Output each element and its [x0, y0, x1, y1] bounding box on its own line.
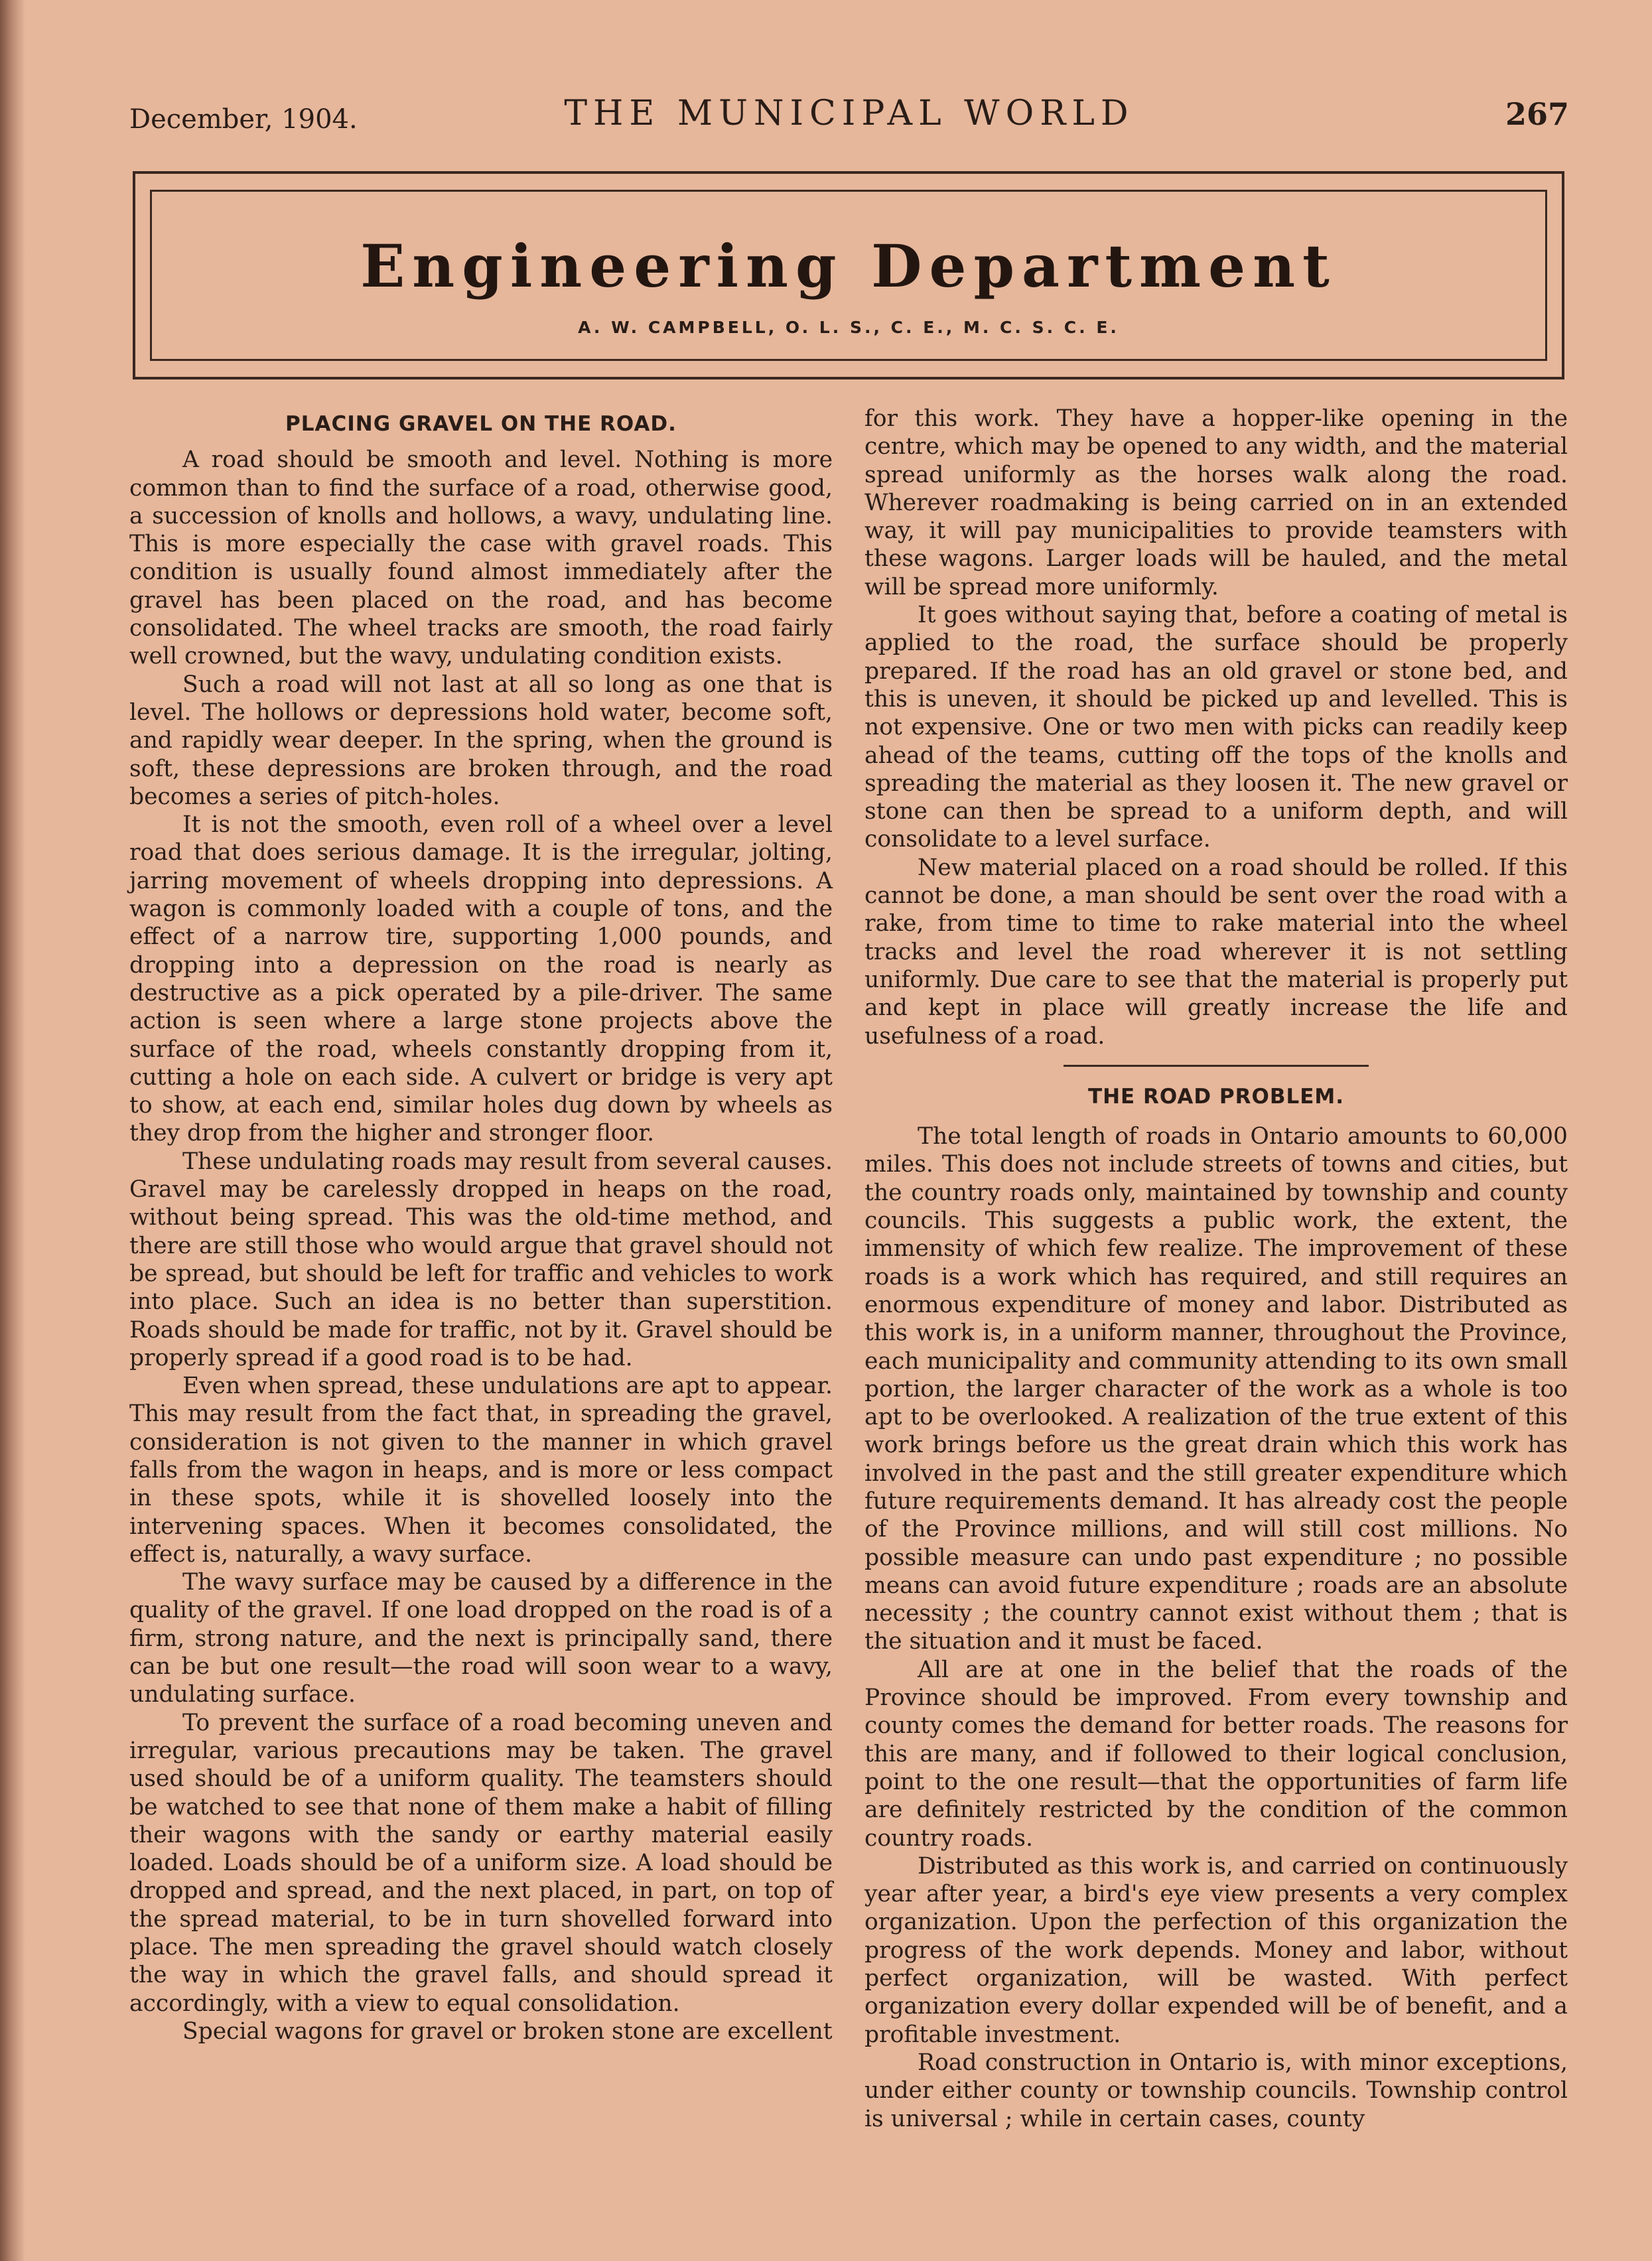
article-paragraph: It goes without saying that, before a coating of metal is applied to the road, the surface should be properly prepared. If the road has an old gravel or stone bed, and this is uneven, it should be picked up and levelled. This is not expensive. One or two men with picks can readily keep ahead of the teams, cutting off the tops of the knolls and spreading the material as they loosen it. The new gravel or stone can then be spread to a uniform depth, and will consolidate to a level surface.: [864, 602, 1568, 853]
article-paragraph: The wavy surface may be caused by a difference in the quality of the gravel. If one load dropped on the road is of a firm, strong nature, and the next is principally sand, there can be but one result—the road will soon wear to a wavy, undulating surface.: [129, 1569, 833, 1708]
department-author: A. W. CAMPBELL, O. L. S., C. E., M. C. S. C. E.: [578, 318, 1119, 337]
section-divider: [1064, 1065, 1369, 1067]
article-paragraph: These undulating roads may result from several causes. Gravel may be carelessly dropped in heaps on the road, without being spread. This was the old-time method, and there are still those who would argue that gravel should not be spread, but should be left for traffic and vehicles to work into place. Such an idea is no better than superstition. Roads should be made for traffic, not by it. Gravel should be properly spread if a good road is to be had.: [129, 1148, 833, 1371]
page-number: 267: [1505, 96, 1569, 132]
article-paragraph: Road construction in Ontario is, with minor exceptions, under either county or township councils. Township control is universal ; while in certain cases, county: [864, 2049, 1568, 2132]
article-paragraph: It is not the smooth, even roll of a wheel over a level road that does serious damage. It is the irregular, jolting, jarring movement of wheels dropping into depressions. A wagon is commonly loaded with a couple of tons, and the effect of a narrow tire, supporting 1,000 pounds, and dropping into a depression on the road is nearly as destructive as a pick operated by a pile-driver. The same action is seen where a large stone projects above the surface of the road, wheels constantly dropping from it, cutting a hole on each side. A culvert or bridge is very apt to show, at each end, similar holes dug down by wheels as they drop from the higher and stronger floor.: [129, 811, 833, 1147]
article-paragraph: The total length of roads in Ontario amounts to 60,000 miles. This does not include streets of towns and cities, but the country roads only, maintained by township and county councils. This suggests a public work, the extent, the immensity of which few realize. The improvement of these roads is a work which has required, and still requires an enormous expenditure of money and labor. Distributed as this work is, in a uniform manner, throughout the Province, each municipality and community attending to its own small portion, the larger character of the work as a whole is too apt to be overlooked. A realization of the true extent of this work brings before us the great drain which this work has involved in the past and the still greater expenditure which future requirements demand. It has already cost the people of the Province millions, and will still cost millions. No possible measure can undo past expenditure ; no possible means can avoid future expenditure ; roads are an absolute necessity ; the country cannot exist without them ; that is the situation and it must be faced.: [864, 1123, 1568, 1655]
article-paragraph: Even when spread, these undulations are apt to appear. This may result from the fact that, in spreading the gravel, consideration is not given to the manner in which gravel falls from the wagon in heaps, and is more or less compact in these spots, while it is shovelled loosely into the intervening spaces. When it becomes consolidated, the effect is, naturally, a wavy surface.: [129, 1373, 833, 1568]
department-title: Engineering Department: [360, 232, 1337, 301]
publication-title: THE MUNICIPAL WORLD: [564, 94, 1135, 133]
page-header: [129, 90, 1569, 136]
article-paragraph: To prevent the surface of a road becoming uneven and irregular, various precautions may be taken. The gravel used should be of a uniform quality. The teamsters should be watched to see that none of them make a habit of filling their wagons with the sandy or earthy material easily loaded. Loads should be of a uniform size. A load should be dropped and spread, and the next placed, in part, on top of the spread material, to be in turn shovelled forward into place. The men spreading the gravel should watch closely the way in which the gravel falls, and should spread it accordingly, with a view to equal consolidation.: [129, 1709, 833, 2017]
article-heading-road-problem: THE ROAD PROBLEM.: [1087, 1084, 1345, 1109]
article-paragraph-continued: for this work. They have a hopper-like opening in the centre, which may be opened to any width, and the material spread uniformly as the horses walk along the road. Wherever roadmaking is being carried on in an extended way, it will pay municipalities to provide teamsters with these wagons. Larger loads will be hauled, and the metal will be spread more uniformly.: [864, 405, 1568, 600]
department-banner-inner-frame: [150, 190, 1547, 361]
article-paragraph: Such a road will not last at all so long as one that is level. The hollows or depressions hold water, become soft, and rapidly wear deeper. In the spring, when the ground is soft, these depressions are broken through, and the road becomes a series of pitch-holes.: [129, 671, 833, 810]
article-paragraph: Distributed as this work is, and carried on continuously year after year, a bird's eye view presents a very complex organization. Upon the perfection of this organization the progress of the work depends. Money and labor, without perfect organization, will be wasted. With perfect organization every dollar expended will be of benefit, and a profitable investment.: [864, 1852, 1568, 2048]
issue-date: December, 1904.: [129, 104, 358, 135]
left-column: [129, 405, 833, 2045]
right-column: [864, 405, 1568, 2133]
article-paragraph: New material placed on a road should be rolled. If this cannot be done, a man should be sent over the road with a rake, from time to time to rake material into the wheel tracks and level the road wherever it is not settling uniformly. Due care to see that the material is properly put and kept in place will greatly increase the life and usefulness of a road.: [864, 854, 1568, 1050]
department-banner: [133, 171, 1564, 379]
binding-shadow: [0, 0, 25, 2261]
article-paragraph: A road should be smooth and level. Nothing is more common than to find the surface of a road, otherwise good, a succession of knolls and hollows, a wavy, undulating line. This is more especially the case with gravel roads. This condition is usually found almost immediately after the gravel has been placed on the road, and has become consolidated. The wheel tracks are smooth, the road fairly well crowned, but the wavy, undulating condition exists.: [129, 446, 833, 670]
article-heading-placing-gravel: PLACING GRAVEL ON THE ROAD.: [285, 412, 677, 436]
article-paragraph: Special wagons for gravel or broken stone are excellent: [182, 2018, 833, 2045]
article-paragraph: All are at one in the belief that the roads of the Province should be improved. From every township and county comes the demand for better roads. The reasons for this are many, and if followed to their logical conclusion, point to the one result—that the opportunities of farm life are definitely restricted by the condition of the common country roads.: [864, 1656, 1568, 1852]
